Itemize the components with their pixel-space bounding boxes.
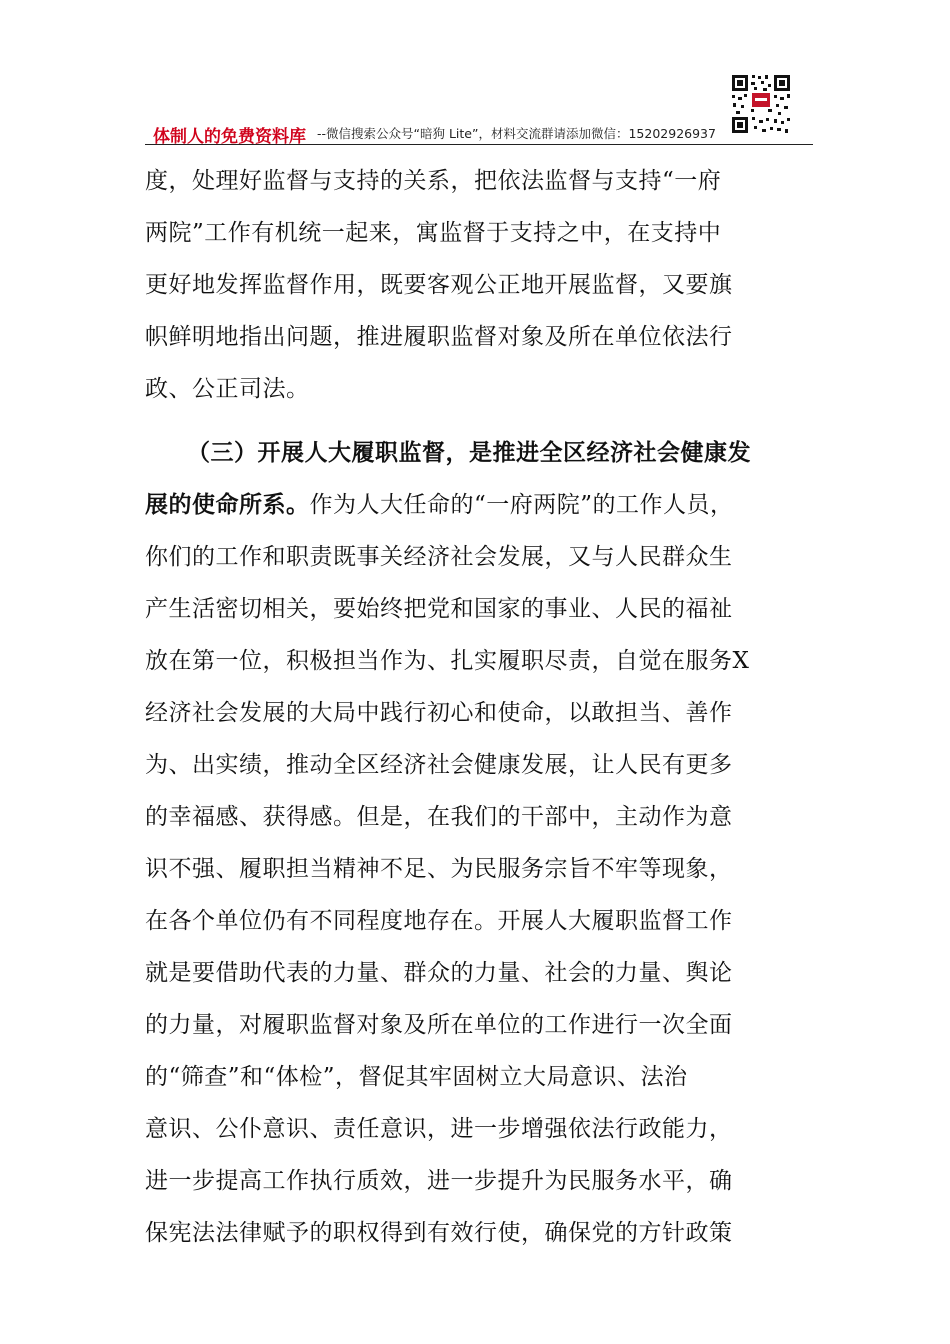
section-heading: （三）开展人大履职监督，是推进全区经济社会健康发 — [187, 439, 751, 466]
paragraph-2-line: 就是要借助代表的力量、群众的力量、社会的力量、舆论 — [145, 960, 733, 986]
paragraph-2-line: 你们的工作和职责既事关经济社会发展，又与人民群众生 — [145, 544, 733, 570]
paragraph-2 — [145, 427, 810, 1259]
paragraph-1-line: 更好地发挥监督作用，既要客观公正地开展监督，又要旗 — [145, 272, 733, 298]
paragraph-2-line: 经济社会发展的大局中践行初心和使命，以敢担当、善作 — [145, 700, 733, 726]
paragraph-2-text: 作为人大任命的“一府两院”的工作人员， — [309, 492, 734, 518]
paragraph-1-line: 帜鲜明地指出问题，推进履职监督对象及所在单位依法行 — [145, 324, 733, 350]
paragraph-1 — [145, 155, 810, 415]
paragraph-2-line: 的力量，对履职监督对象及所在单位的工作进行一次全面 — [145, 1012, 733, 1038]
paragraph-1-line: 两院”工作有机统一起来，寓监督于支持之中，在支持中 — [145, 220, 722, 246]
page-header — [145, 118, 815, 147]
paragraph-2-line: 放在第一位，积极担当作为、扎实履职尽责，自觉在服务X — [145, 648, 750, 674]
header-divider — [145, 144, 813, 145]
header-subtitle: --微信搜索公众号“暗狗 Lite”，材料交流群请添加微信：15202926937 — [317, 126, 716, 141]
paragraph-2-line: 进一步提高工作执行质效，进一步提升为民服务水平，确 — [145, 1168, 733, 1194]
paragraph-1-line: 政、公正司法。 — [145, 376, 310, 402]
header-brand: 体制人的免费资料库 — [153, 127, 306, 147]
paragraph-2-line: 的“筛查”和“体检”，督促其牢固树立大局意识、法治 — [145, 1064, 688, 1090]
paragraph-2-line: 保宪法法律赋予的职权得到有效行使，确保党的方针政策 — [145, 1220, 733, 1246]
paragraph-2-line: 的幸福感、获得感。但是，在我们的干部中，主动作为意 — [145, 804, 733, 830]
paragraph-2-line: 意识、公仆意识、责任意识，进一步增强依法行政能力， — [145, 1116, 733, 1142]
paragraph-2-line: 产生活密切相关，要始终把党和国家的事业、人民的福祉 — [145, 596, 733, 622]
paragraph-2-line: 识不强、履职担当精神不足、为民服务宗旨不牢等现象， — [145, 856, 733, 882]
paragraph-2-line: 在各个单位仍有不同程度地存在。开展人大履职监督工作 — [145, 908, 733, 934]
paragraph-1-line: 度，处理好监督与支持的关系，把依法监督与支持“一府 — [145, 168, 722, 194]
section-heading-continuation — [145, 479, 810, 531]
document-body — [145, 155, 810, 1259]
paragraph-2-line: 为、出实绩，推动全区经济社会健康发展，让人民有更多 — [145, 752, 733, 778]
section-heading-end: 展的使命所系。 — [145, 491, 310, 518]
qr-code-icon — [730, 73, 792, 135]
